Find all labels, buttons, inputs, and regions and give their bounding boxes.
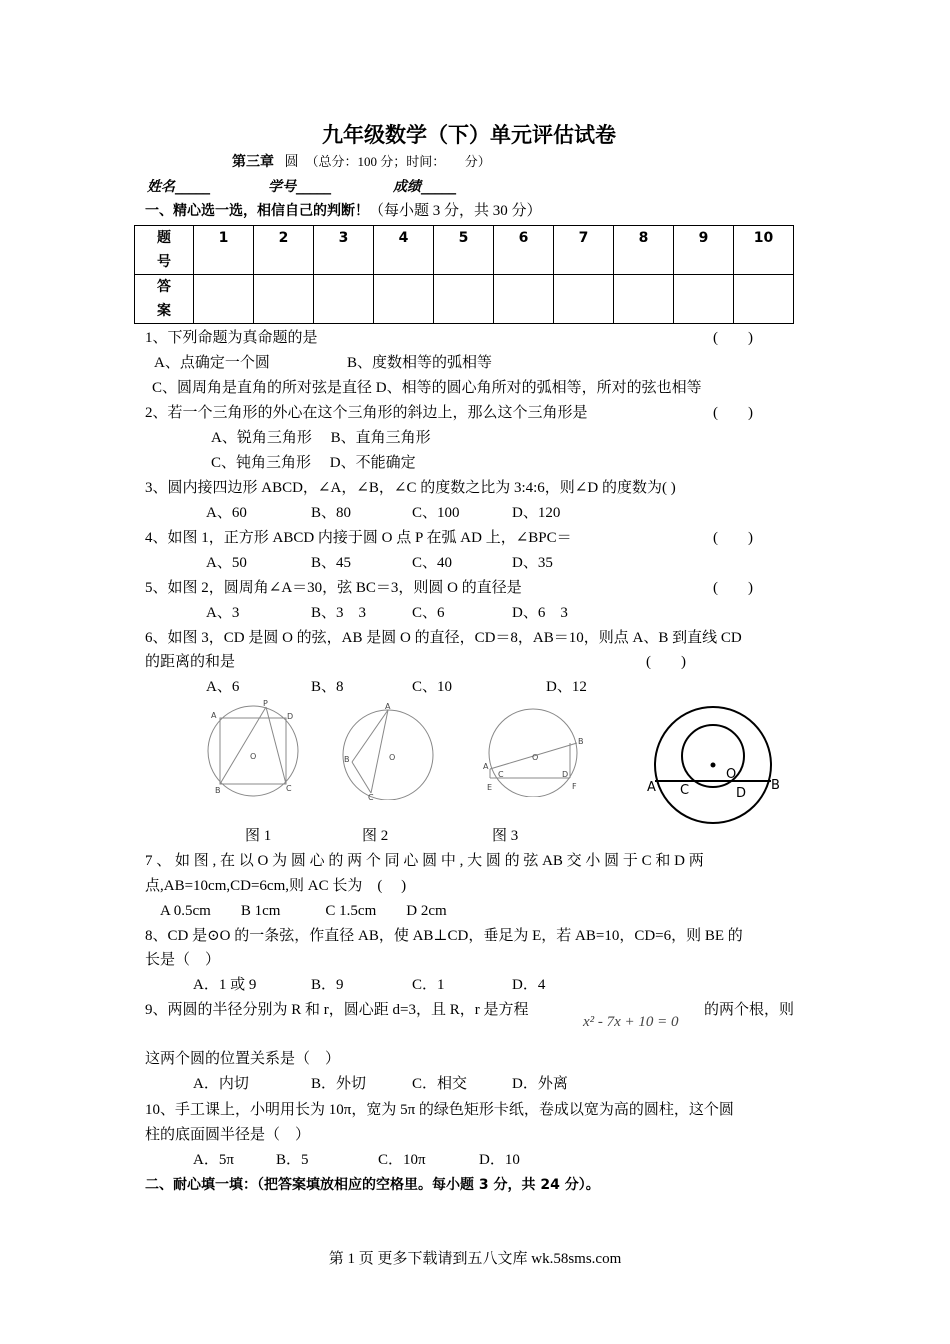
chapter-name: 圆 [284,155,299,170]
answer-paren: ( ) [713,530,753,546]
fig1-line-pb [220,707,266,784]
q4-option-c: C、40 [412,555,453,571]
q10-option-a: A．5π [193,1152,234,1168]
question-8-cont: 长是（ ） [145,952,221,968]
fig4-center-dot [711,763,716,768]
q8-option-a: A．1 或 9 [193,977,257,993]
fig2-label: A [385,702,391,711]
q3-option-c: C、100 [412,505,460,521]
question-number-cell: 5 [434,226,494,275]
q8-option-d: D．4 [512,977,546,993]
q10-option-d: D．10 [479,1152,520,1168]
fig1-label: B [215,786,221,795]
q2-option-cd: C、钝角三角形 D、不能确定 [211,455,416,471]
q6-option-a: A、6 [206,679,240,695]
fig2-label: O [389,753,396,762]
question-number-cell: 1 [194,226,254,275]
q6-option-b: B、8 [311,679,344,695]
answer-cell[interactable] [314,275,374,324]
fig1-label: D [287,712,294,721]
question-number-cell: 8 [614,226,674,275]
student-number-field[interactable]: 学号_____ [268,179,331,195]
question-8: 8、CD 是⊙O 的一条弦，作直径 AB，使 AB⊥CD，垂足为 E，若 AB=10，CD=6，则 BE 的 [145,928,743,944]
q9-option-c: C．相交 [412,1076,468,1092]
q6-option-d: D、12 [546,679,587,695]
answer-cell[interactable] [434,275,494,324]
answer-paren: ( ) [713,405,753,421]
fig2-line-bc [352,762,371,793]
q3-option-b: B、80 [311,505,352,521]
section1-heading-line [145,202,542,220]
q8-option-c: C．1 [412,977,445,993]
question-2: 2、若一个三角形的外心在这个三角形的斜边上，那么这个三角形是 [145,405,588,421]
fig4-label: B [771,778,780,793]
page-title: 九年级数学（下）单元评估试卷 [322,123,616,147]
row-label-number: 题 号 [135,226,194,275]
q4-option-a: A、50 [206,555,247,571]
fig3-label: F [572,782,577,791]
fig4-label: A [647,780,656,795]
score-info: （总分：100 分；时间： 分） [305,154,491,169]
fig4-label: C [680,783,690,798]
question-number-cell: 4 [374,226,434,275]
q9-option-d: D．外离 [512,1076,568,1092]
answer-cell[interactable] [734,275,794,324]
q5-option-d: D、6 3 [512,605,568,621]
fig3-label: A [483,762,489,771]
question-number-cell: 10 [734,226,794,275]
q1-option-cd: C、圆周角是直角的所对弦是直径 D、相等的圆心角所对的弧相等，所对的弦也相等 [152,380,702,396]
section1-heading: 一、精心选一选，相信自己的判断！ [145,203,369,219]
fig1-label: P [263,699,268,708]
question-7-cont: 点,AB=10cm,CD=6cm,则 AC 长为 ( ) [145,878,407,894]
grade-field[interactable]: 成绩_____ [393,179,456,195]
q5-option-a: A、3 [206,605,240,621]
row-label-answer: 答 案 [135,275,194,324]
question-5: 5、如图 2，圆周角∠A＝30，弦 BC＝3，则圆 O 的直径是 [145,580,522,596]
answer-cell[interactable] [494,275,554,324]
question-10-cont: 柱的底面圆半径是（ ） [145,1127,311,1143]
fig2-label: B [344,755,350,764]
question-1: 1、下列命题为真命题的是 [145,330,318,346]
answer-cell[interactable] [614,275,674,324]
question-number-cell: 3 [314,226,374,275]
q6-option-c: C、10 [412,679,453,695]
q1-option-a: A、点确定一个圆 [154,355,270,371]
answer-cell[interactable] [674,275,734,324]
q2-option-ab: A、锐角三角形 B、直角三角形 [211,430,431,446]
chapter-label: 第三章 [232,155,274,170]
question-7: 7 、 如 图 , 在 以 O 为 圆 心 的 两 个 同 心 圆 中 , 大 圆 的 弦 AB 交 小 圆 于 C 和 D 两 [145,853,704,869]
q1-option-b: B、度数相等的弧相等 [347,355,493,371]
question-6: 6、如图 3，CD 是圆 O 的弦，AB 是圆 O 的直径，CD＝8，AB＝10，则点 A、B 到直线 CD [145,630,742,646]
q10-option-c: C．10π [378,1152,426,1168]
fig4-label: O [726,767,737,782]
q5-option-b: B、3 3 [311,605,367,621]
question-9-tail: 的两个根，则 [704,1002,795,1018]
chapter-line [232,153,491,172]
question-number-cell: 2 [254,226,314,275]
q5-option-c: C、6 [412,605,445,621]
q4-option-d: D、35 [512,555,553,571]
page-footer: 第 1 页 更多下载请到五八文库 wk.58sms.com [328,1251,622,1267]
fig1-circle [208,706,298,796]
question-9-cont: 这两个圆的位置关系是（ ） [145,1051,341,1067]
answer-cell[interactable] [374,275,434,324]
fig3-label: B [578,737,584,746]
answer-cell[interactable] [554,275,614,324]
question-number-cell: 7 [554,226,614,275]
question-3: 3、圆内接四边形 ABCD，∠A，∠B，∠C 的度数之比为 3:4:6，则∠D 的度数为( ) [145,480,676,496]
name-field[interactable]: 姓名_____ [147,179,210,195]
question-10: 10、手工课上，小明用长为 10π，宽为 5π 的绿色矩形卡纸，卷成以宽为高的圆柱，这个圆 [145,1102,734,1118]
question-number-cell: 6 [494,226,554,275]
q7-options: A 0.5cm B 1cm C 1.5cm D 2cm [160,903,447,919]
fig2-label: C [368,793,374,800]
q9-option-a: A．内切 [193,1076,249,1092]
table-row [135,275,794,324]
fig1-label: O [250,752,257,761]
q10-option-b: B．5 [276,1152,309,1168]
table-row [135,226,794,275]
figure-2-caption: 图 2 [362,828,389,844]
question-9: 9、两圆的半径分别为 R 和 r，圆心距 d=3，且 R，r 是方程 [145,1002,529,1018]
figure-3 [480,705,590,797]
fig3-label: D [562,770,569,779]
fig1-line-pc [266,707,286,784]
answer-paren: ( ) [646,654,686,670]
answer-cell[interactable] [194,275,254,324]
question-number-cell: 9 [674,226,734,275]
question-4: 4、如图 1，正方形 ABCD 内接于圆 O 点 P 在弧 AD 上，∠BPC＝ [145,530,572,546]
figure-concentric-circles [640,705,790,825]
figure-3-caption: 图 3 [492,828,519,844]
answer-paren: ( ) [713,330,753,346]
q9-option-b: B．外切 [311,1076,367,1092]
q3-option-d: D、120 [512,505,561,521]
fig4-label: D [736,786,747,801]
q3-option-a: A、60 [206,505,247,521]
answer-cell[interactable] [254,275,314,324]
section2-heading: 二、耐心填一填：（把答案填放相应的空格里。每小题 3 分，共 24 分）。 [145,1177,600,1193]
fig3-label: C [498,770,504,779]
fig1-label: A [211,711,217,720]
q4-option-b: B、45 [311,555,352,571]
figure-2 [338,700,438,800]
fig3-label: O [532,753,539,762]
answer-paren: ( ) [713,580,753,596]
q8-option-b: B．9 [311,977,344,993]
figure-1 [200,698,310,798]
fig3-label: E [487,783,493,792]
q9-equation: x² - 7x + 10 = 0 [583,1014,679,1030]
figure-1-caption: 图 1 [245,828,272,844]
question-6-cont: 的距离的和是 [145,654,236,670]
fig1-label: C [286,784,292,793]
section1-note: （每小题 3 分，共 30 分） [369,203,542,219]
answer-table [134,225,794,324]
